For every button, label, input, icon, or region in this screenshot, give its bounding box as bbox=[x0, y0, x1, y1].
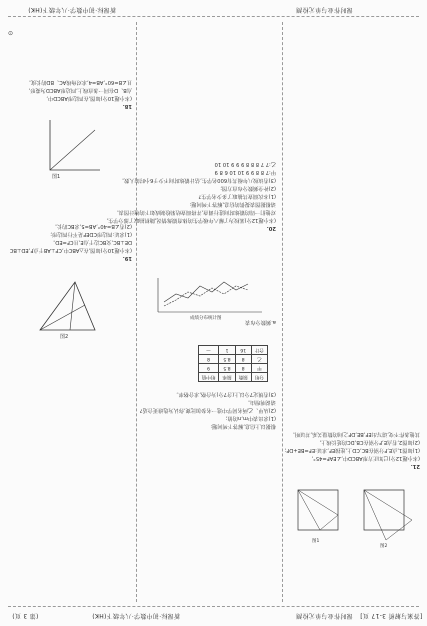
bottom-separator bbox=[8, 606, 419, 607]
q20-intro-6: (3)若该校八年级共有600名学生,估计锻炼时间不少于6小时的人数。 bbox=[118, 177, 276, 183]
q20-chart bbox=[150, 272, 270, 320]
table-header: 频数 bbox=[235, 373, 251, 382]
q20-followup bbox=[136, 390, 276, 430]
q20-after-5: (3)若规定7分以上(含7分)为合格,求合格率。 bbox=[173, 391, 276, 397]
q19-line-3: (1)求证:四边形CDEF是平行四边形; bbox=[50, 231, 132, 237]
q20-table-caption-block bbox=[136, 318, 276, 326]
q20-intro-4: (1)本次调查共抽取了多少名学生? bbox=[198, 193, 276, 199]
q21-figure-2-label: 图2 bbox=[380, 544, 388, 549]
q20-data-1: 甲:7 8 8 9 9 10 10 6 8 9 bbox=[214, 169, 276, 175]
q19-line-4: (2)若∠B=40°,AB=5,求BC的长。 bbox=[51, 223, 132, 229]
table-cell: 8.5 bbox=[219, 355, 235, 364]
table-cell: 8 bbox=[198, 355, 219, 364]
q18-line-2: 点B、D在同一条直线上,四边形ABCD为菱形, bbox=[28, 87, 132, 93]
question-19 bbox=[9, 222, 132, 262]
q21-line-3: (2)如图2,若点E,F分别在CB,DC的延长线上, bbox=[319, 439, 420, 445]
q20-after-1: 根据以上信息,解答下列问题: bbox=[210, 423, 276, 429]
q19-line-2: DE⊥BC,交BC边于点E,且CF=ED。 bbox=[50, 239, 132, 245]
q21-line-1: (本小题12分)已知正方形ABCD中,∠EAF=45°, bbox=[311, 455, 420, 461]
table-cell: 1 bbox=[219, 346, 235, 355]
q18-figure-label: 图1 bbox=[52, 174, 61, 180]
question-21 bbox=[286, 430, 420, 470]
q20-intro-1: (本小题12分)某校为了解八年级学生的体育锻炼情况,随机抽取了部分学生, bbox=[106, 217, 276, 223]
q21-figures bbox=[290, 480, 420, 550]
table-cell: 合计 bbox=[251, 346, 267, 355]
q21-line-2: (1)如图1,点E,F分别在BC,CD上,连接EF,求证:EF=BE+DF; bbox=[284, 447, 420, 453]
table-cell: 8 bbox=[235, 355, 251, 364]
table-cell: — bbox=[198, 346, 219, 355]
q18-figure bbox=[40, 110, 110, 180]
question-20 bbox=[106, 160, 276, 232]
table-cell: 9 bbox=[198, 364, 219, 373]
header-bottom-right: 课时作业与单元检测 bbox=[296, 612, 353, 619]
q18-number: 18. bbox=[122, 103, 132, 109]
q20-chart-caption: 成绩分布统计图 bbox=[190, 316, 222, 320]
q21-line-4: 其他条件不变,请写出EF,BE,DF之间的数量关系,并证明。 bbox=[289, 431, 420, 437]
table-header: 组中值 bbox=[198, 373, 219, 382]
table-cell: 8.5 bbox=[219, 364, 235, 373]
q20-number: 20. bbox=[266, 225, 276, 231]
q21-number: 21. bbox=[410, 463, 420, 469]
circle-mark: ⊙ bbox=[8, 30, 14, 37]
q20-after-4: 请说明理由。 bbox=[244, 399, 276, 405]
q19-figure bbox=[30, 270, 110, 340]
q20-intro-3: 请根据图表提供的信息,解答下列问题: bbox=[189, 201, 276, 207]
table-cell: 8 bbox=[235, 364, 251, 373]
header-top-right: 课时作业与单元检测 bbox=[296, 6, 353, 13]
table-header: 频率 bbox=[219, 373, 235, 382]
table-cell: 乙 bbox=[251, 355, 267, 364]
page-number-left: (第 3 页) bbox=[12, 612, 39, 619]
q21-figure-1-label: 图1 bbox=[312, 539, 320, 544]
q19-number: 19. bbox=[122, 255, 132, 261]
q18-line-3: 且∠B=60°,AB=4,求对角线AC、BD的长度。 bbox=[25, 79, 132, 85]
header-bottom-left: 新课标·初中数学·八年级下(HK) bbox=[92, 612, 181, 619]
q20-data-2: 乙:7 7 8 8 8 9 9 9 10 10 bbox=[214, 161, 276, 167]
table-header: 分组 bbox=[251, 373, 267, 382]
q19-figure-label: 图2 bbox=[60, 334, 69, 340]
q18-line-1: (本小题10分)如图,在四边形ABCD中, bbox=[46, 95, 132, 101]
column-separator-right bbox=[282, 22, 283, 602]
q20-table-caption: a.频数分布表 bbox=[245, 319, 276, 325]
header-top-left: 新课标·初中数学·八年级下(HK) bbox=[28, 6, 117, 13]
q19-line-1: (本小题10分)如图,在△ABC中,CF⊥AB于点F,ED⊥BC bbox=[9, 247, 132, 253]
question-18 bbox=[12, 78, 132, 110]
table-cell: 甲 bbox=[251, 364, 267, 373]
q20-after-3: (2)从甲、乙两名同学中选一名参加比赛,你认为选谁更合适? bbox=[139, 407, 276, 413]
page-number-right: [答案与解析 3-17 页] bbox=[360, 612, 423, 619]
table-cell: 16 bbox=[235, 346, 251, 355]
top-separator bbox=[8, 16, 419, 17]
column-separator-left bbox=[136, 22, 137, 602]
q20-intro-2: 对他们一周的锻炼时间进行调查,并将调查结果绘制成如下的统计图表。 bbox=[113, 209, 276, 215]
q20-frequency-table bbox=[198, 345, 268, 382]
q20-intro-5: (2)补全频数分布直方图; bbox=[220, 185, 276, 191]
q20-after-2: (1)求出表中m,n的值; bbox=[225, 415, 276, 421]
